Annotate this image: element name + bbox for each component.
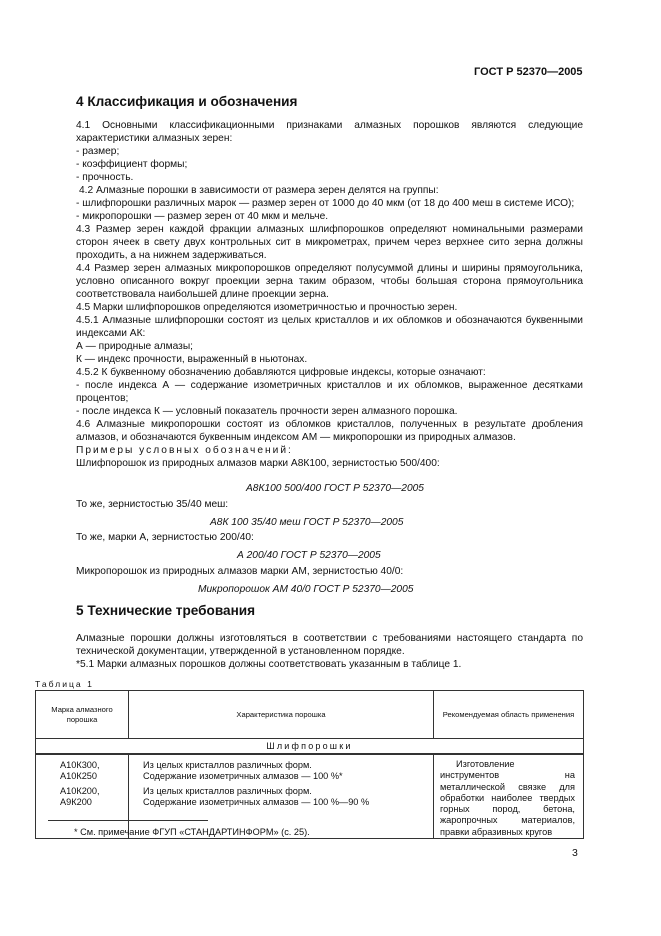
paragraph-4-5-2: 4.5.2 К буквенному обозначению добавляются цифровые индексы, которые означают: — [76, 367, 486, 378]
example-code: А8К 100 35/40 меш ГОСТ Р 52370—2005 — [210, 517, 404, 528]
page-number: 3 — [572, 847, 578, 859]
list-item: К — индекс прочности, выраженный в ньютонах. — [76, 354, 308, 365]
paragraph-4-4: 4.4 Размер зерен алмазных микропорошков определяют полусуммой длины и ширины прямоугольника, условно описанного вокруг проекции зерна таким образом, чтобы большая сторона прямоугольника соответствовала наибольшей длине проекции зерна. — [76, 263, 583, 300]
list-item: - шлифпорошки различных марок — размер зерен от 1000 до 40 мкм (от 18 до 400 меш в системе ИСО); — [76, 198, 575, 209]
list-item: - коэффициент формы; — [76, 159, 188, 170]
paragraph-4-5: 4.5 Марки шлифпорошков определяются изометричностью и прочностью зерен. — [76, 302, 458, 313]
column-header — [129, 691, 434, 739]
document-id: ГОСТ Р 52370—2005 — [474, 66, 583, 78]
list-item: - микропорошки — размер зерен от 40 мкм и мельче. — [76, 211, 329, 222]
grade-value: А9К200 — [60, 796, 92, 807]
grade-value: А10К200, — [60, 785, 100, 796]
example-text: То же, марки А, зернистостью 200/40: — [76, 532, 254, 543]
column-header-label: Рекомендуемая область применения — [442, 709, 575, 719]
application-text: Изготовление инструментов на металлической связке для обработки наиболее твердых горных пород, бетона, жаропрочных материалов, правки абразивных кругов — [440, 759, 575, 837]
paragraph-4-3: 4.3 Размер зерен каждой фракции алмазных шлифпорошков определяют номинальными размерами сторон ячеек в свету двух контрольных сит в микрометрах, причем через верхнее сито зерна должны проходить, а на нижнем задерживаться. — [76, 224, 583, 261]
column-header — [36, 691, 129, 739]
example-text: Микропорошок из природных алмазов марки АМ, зернистостью 40/0: — [76, 566, 404, 577]
section-5-body — [76, 632, 583, 671]
paragraph-5-1: *5.1 Марки алмазных порошков должны соответствовать указанным в таблице 1. — [76, 659, 462, 670]
footnote-divider — [48, 820, 208, 821]
section-4-title: 4 Классификация и обозначения — [76, 94, 298, 109]
paragraph-5-intro: Алмазные порошки должны изготовляться в соответствии с требованиями настоящего стандарта по технической документации, утвержденной в установленном порядке. — [76, 633, 583, 657]
example-text: То же, зернистостью 35/40 меш: — [76, 499, 229, 510]
footnote: * См. примечание ФГУП «СТАНДАРТИНФОРМ» (с. 25). — [74, 827, 310, 837]
example-code: А8К100 500/400 ГОСТ Р 52370—2005 — [246, 483, 424, 494]
example-text: Шлифпорошок из природных алмазов марки А8К100, зернистостью 500/400: — [76, 458, 440, 469]
list-item: А — природные алмазы; — [76, 341, 194, 352]
paragraph-4-1: 4.1 Основными классификационными признаками алмазных порошков являются следующие характеристики алмазных зерен: — [76, 120, 583, 144]
paragraph-4-6: 4.6 Алмазные микропорошки состоят из обломков кристаллов, полученных в результате дробления алмазов, и обозначаются буквенным индексом АМ — микропорошки из природных алмазов. — [76, 419, 583, 443]
table-caption: Таблица 1 — [35, 679, 94, 689]
table-header-row — [36, 691, 584, 739]
column-header — [434, 691, 584, 739]
list-item: - прочность. — [76, 172, 134, 183]
example-code: А 200/40 ГОСТ Р 52370—2005 — [237, 550, 381, 561]
list-item: - после индекса К — условный показатель прочности зерен алмазного порошка. — [76, 406, 458, 417]
paragraph-4-5-1: 4.5.1 Алмазные шлифпорошки состоят из целых кристаллов и их обломков и обозначаются буквенными индексами АК: — [76, 315, 583, 339]
table-1 — [35, 690, 584, 839]
grade-value: А10К250 — [60, 771, 98, 782]
column-header-label: Марка алмазного порошка — [51, 705, 113, 724]
examples-heading: Примеры условных обозначений: — [76, 445, 293, 456]
characteristic-line: Содержание изометричных алмазов — 100 %* — [143, 771, 343, 782]
characteristic-line: Содержание изометричных алмазов — 100 %—90 % — [143, 796, 370, 807]
characteristic-line: Из целых кристаллов различных форм. — [143, 785, 312, 796]
table-group-row — [36, 739, 584, 755]
list-item: - после индекса А — содержание изометричных кристаллов и их обломков, выраженное десятками процентов; — [76, 380, 583, 404]
section-4-body — [76, 119, 583, 470]
group-label: Шлифпорошки — [36, 739, 584, 755]
list-item: - размер; — [76, 146, 120, 157]
column-header-label: Характеристика порошка — [236, 709, 326, 719]
application-cell — [434, 754, 584, 839]
section-5-title: 5 Технические требования — [76, 603, 256, 618]
example-code: Микропорошок АМ 40/0 ГОСТ Р 52370—2005 — [198, 584, 414, 595]
paragraph-4-2: 4.2 Алмазные порошки в зависимости от размера зерен делятся на группы: — [79, 185, 439, 196]
grade-value: А10К300, — [60, 760, 100, 770]
characteristic-line: Из целых кристаллов различных форм. — [143, 760, 312, 770]
